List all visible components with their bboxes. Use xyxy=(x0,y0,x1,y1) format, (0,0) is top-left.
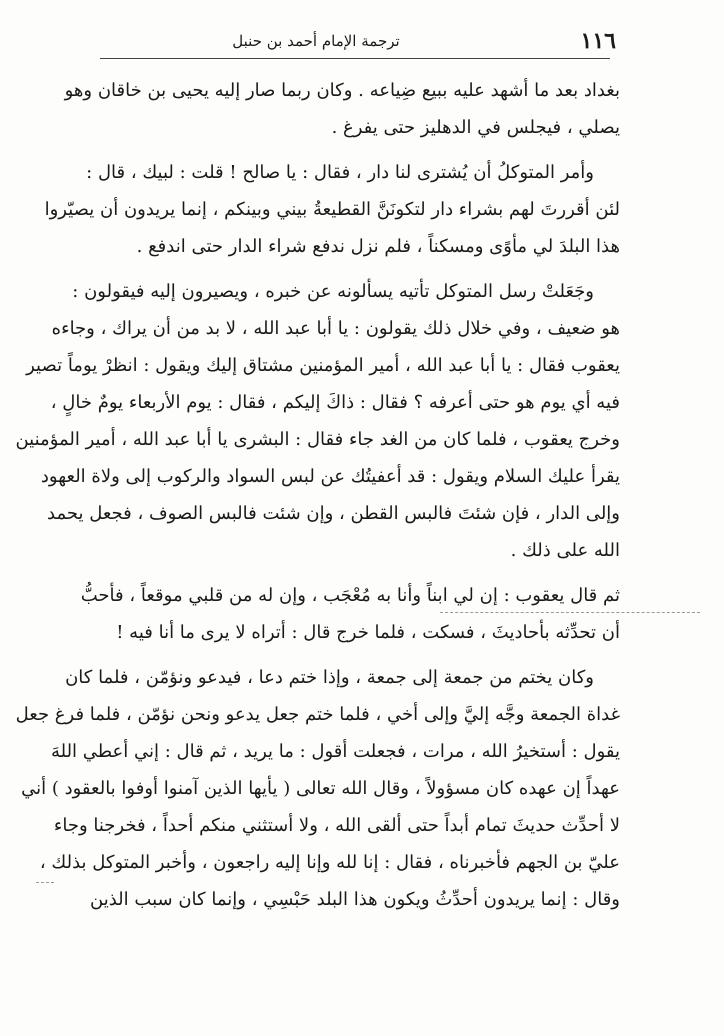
text-line: ثم قال يعقوب : إن لي ابناً وأنا به مُعْجَب ، وإن له من قلبي موقعاً ، فأحبُّ xyxy=(80,585,620,606)
header-rule xyxy=(100,58,610,59)
text-line: يقرأ عليك السلام ويقول : قد أعفيتُك عن لبس السواد والركوب إلى ولاة العهود xyxy=(40,466,620,487)
text-line: يقول : أستخيرُ الله ، مرات ، فجعلت أقول : ما يريد ، ثم قال : إني أعطي اللهَ xyxy=(50,741,620,762)
text-line: يصلي ، فيجلس في الدهليز حتى يفرغ . xyxy=(331,117,620,138)
text-line: يعقوب فقال : يا أبا عبد الله ، أمير المؤمنين مشتاق إليك ويقول : انظرْ يوماً تصير xyxy=(26,355,620,376)
page-body xyxy=(15,72,620,918)
text-line: بغداد بعد ما أشهد عليه ببيع ضِياعه . وكان ربما صار إليه يحيى بن خاقان وهو xyxy=(64,80,620,101)
text-line: الله على ذلك . xyxy=(510,540,620,561)
page-header xyxy=(96,28,616,58)
page-number: ١١٦ xyxy=(580,28,616,54)
scan-artifact-mark xyxy=(36,882,54,883)
scan-artifact-line xyxy=(440,612,700,613)
text-line: هذا البلدَ لي مأوًى ومسكناً ، فلم نزل ندفع شراء الدار حتى اندفع . xyxy=(136,236,620,257)
text-line: فيه أي يوم هو حتى أعرفه ؟ فقال : ذاكَ إليكم ، فقال : يوم الأربعاء يومٌ خالٍ ، xyxy=(50,392,620,413)
text-line: غداة الجمعة وجَّه إليَّ وإلى أخي ، فلما ختم جعل يدعو ونحن نؤمّن ، فلما فرغ جعل xyxy=(15,704,620,725)
text-line: وجَعَلتْ رسل المتوكل تأتيه يسألونه عن خبره ، ويصيرون إليه فيقولون : xyxy=(72,281,594,302)
text-line: وأمر المتوكلُ أن يُشترى لنا دار ، فقال : يا صالح ! قلت : لبيك ، قال : xyxy=(86,162,594,183)
text-line: عهداً إن عهده كان مسؤولاً ، وقال الله تعالى ( يأيها الذين آمنوا أوفوا بالعقود ) أني xyxy=(21,778,620,799)
text-line: وإلى الدار ، فإن شئتَ فالبس القطن ، وإن شئت فالبس الصوف ، فجعل يحمد xyxy=(47,503,620,524)
text-line: عليّ بن الجهم فأخبرناه ، فقال : إنا لله وإنا إليه راجعون ، وأخبر المتوكل بذلك ، xyxy=(39,852,620,873)
running-title: ترجمة الإمام أحمد بن حنبل xyxy=(232,32,400,50)
text-line: وكان يختم من جمعة إلى جمعة ، وإذا ختم دعا ، فيدعو ونؤمّن ، فلما كان xyxy=(65,667,594,688)
text-line: هو ضعيف ، وفي خلال ذلك يقولون : يا أبا عبد الله ، لا بد من أن يراك ، وجاءه xyxy=(51,318,620,339)
text-line: أن تحدِّثه بأحاديثَ ، فسكت ، فلما خرج قال : أتراه لا يرى ما أنا فيه ! xyxy=(116,622,620,643)
text-line: لا أحدِّث حديثَ تمام أبداً حتى ألقى الله ، ولا أستثني منكم أحداً ، فخرجنا وجاء xyxy=(53,815,620,836)
text-line: وقال : إنما يريدون أحدِّثُ ويكون هذا البلد حَبْسِي ، وإنما كان سبب الذين xyxy=(90,889,620,910)
text-line: لئن أقررتَ لهم بشراء دار لتكونَنَّ القطيعةُ بيني وبينكم ، إنما يريدون أن يصيّروا xyxy=(44,199,620,220)
text-line: وخرج يعقوب ، فلما كان من الغد جاء فقال : البشرى يا أبا عبد الله ، أمير المؤمنين xyxy=(15,429,620,450)
